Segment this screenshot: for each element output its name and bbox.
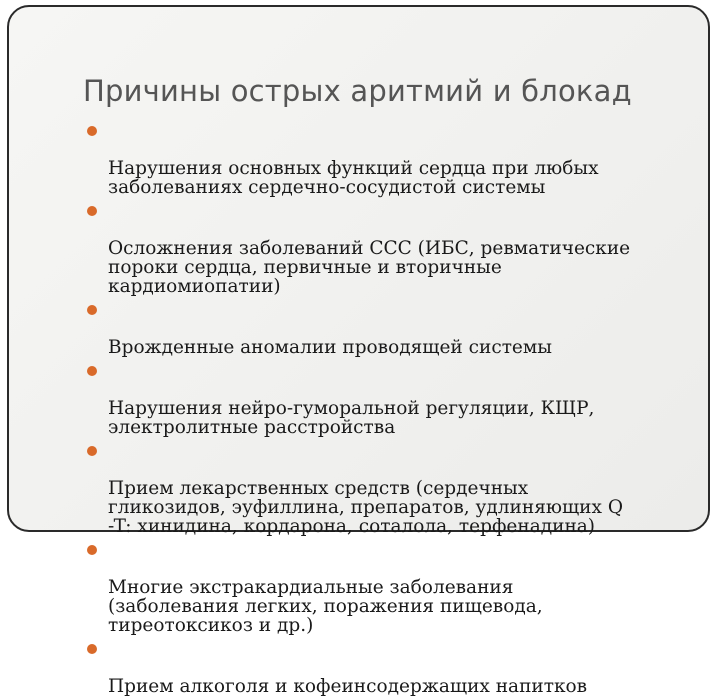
slide-title: Причины острых аритмий и блокад — [83, 74, 632, 108]
bullet-list — [87, 121, 687, 700]
bullet-dot-icon — [87, 305, 97, 315]
list-item — [87, 300, 687, 357]
bullet-dot-icon — [87, 446, 97, 456]
list-item-text: Врожденные аномалии проводящей системы — [108, 337, 552, 358]
list-item — [87, 121, 687, 197]
list-item-text: Нарушения основных функций сердца при любых заболеваниях сердечно-сосудистой системы — [108, 158, 599, 198]
slide-frame — [7, 5, 710, 697]
bullet-dot-icon — [87, 126, 97, 136]
list-item — [87, 540, 687, 635]
list-item — [87, 441, 687, 536]
list-item-text: Прием лекарственных средств (сердечных гликозидов, эуфиллина, препаратов, удлиняющих Q -T: хинидина, кордарона, соталола, терфенадина) — [108, 478, 623, 537]
list-item-text: Осложнения заболеваний ССС (ИБС, ревматические пороки сердца, первичные и вторичные кардиомиопатии) — [108, 238, 631, 297]
list-item — [87, 201, 687, 296]
list-item — [87, 361, 687, 437]
bullet-dot-icon — [87, 545, 97, 555]
list-item — [87, 639, 687, 696]
bullet-dot-icon — [87, 366, 97, 376]
bullet-dot-icon — [87, 644, 97, 654]
list-item-text: Многие экстракардиальные заболевания (заболевания легких, поражения пищевода, тиреотоксикоз и др.) — [108, 577, 543, 636]
bullet-dot-icon — [87, 206, 97, 216]
list-item-text: Нарушения нейро-гуморальной регуляции, КЩР, электролитные расстройства — [108, 398, 595, 438]
list-item-text: Прием алкоголя и кофеинсодержащих напитков — [108, 676, 588, 697]
